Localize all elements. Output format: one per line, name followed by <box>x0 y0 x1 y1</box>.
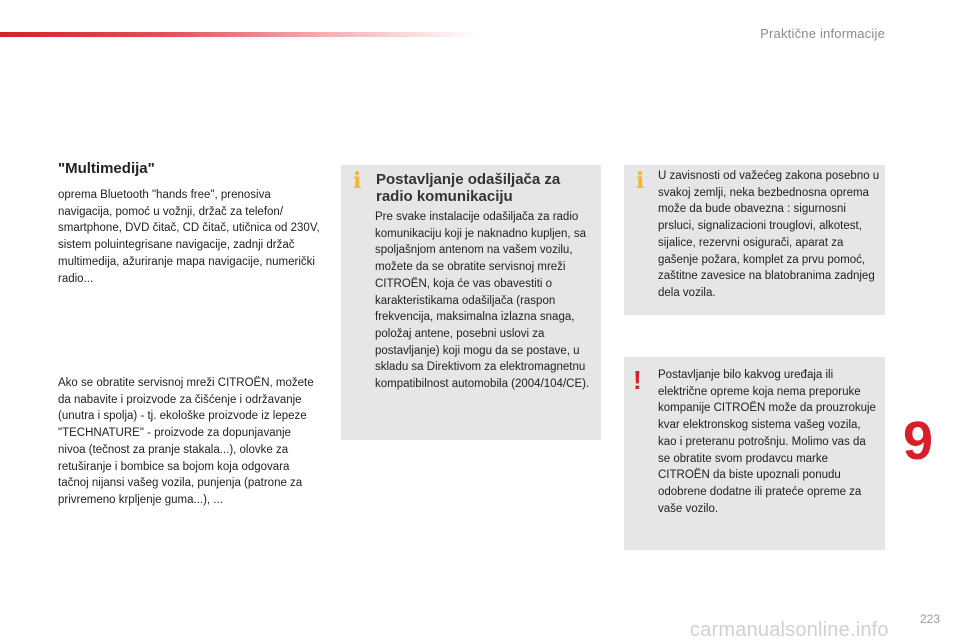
law-text: U zavisnosti od važećeg zakona posebno u svakoj zemlji, neka bezbednosna oprema može da bude obavezna : sigurnosni prsluci, signalizacioni trouglovi, alkotest, sijalice, rezervni osigurači, aparat za gašenje požara, komplet za prvu pomoć, zaštitne zavesice na blatobranima zadnjeg dela vozila. <box>658 170 880 299</box>
warning-icon: ! <box>633 365 642 395</box>
citroen-products-text: Ako se obratite servisnoj mreži CITROËN, možete da nabavite i proizvode za čišćenje i održavanje (unutra i spolja) - tj. ekološke proizvode iz lepeze "TECHNATURE" - proizvode za dopunjavanje nivoa (tečnost za pranje stakala...), olovke za retuširanje i bombice sa bojom koja odgovara tačnoj nijansi vašeg vozila, punjenja (patrone za privremeno krpljenje guma...), ... <box>58 377 314 506</box>
header-accent-stripe <box>0 32 480 37</box>
transmitter-text: Pre svake instalacije odašiljača za radio komunikaciju koji je naknadno kupljen, sa spoljašnjom antenom na vašem vozilu, možete da se obratite servisnoj mreži CITROËN, koja će vas obavestiti o karakteristikama odašiljača (raspon frekvencija, maksimalna izlazna snaga, položaj antene, posebni uslovi za postavljanje) koji mogu da se postave, u skladu sa Direktivom za elektromagnetnu kompatibilnost automobila (2004/104/CE). <box>375 211 590 391</box>
watermark: carmanualsonline.info <box>690 619 889 641</box>
multimedia-section <box>58 160 320 287</box>
multimedia-text: oprema Bluetooth "hands free", prenosiva navigacija, pomoć u vožnji, držač za telefon/ smartphone, DVD čitač, CD čitač, utičnica od 230V, sistem poluintegrisane navigacije, zadnji držač multimedija, ažuriranje mapa navigacije, numerički radio... <box>58 189 320 285</box>
info-icon: i <box>353 168 362 194</box>
multimedia-heading: "Multimedija" <box>58 160 155 177</box>
chapter-number: 9 <box>903 411 934 471</box>
transmitter-heading: Postavljanje odašiljača za radio komunikaciju <box>376 171 561 205</box>
page-number: 223 <box>919 612 940 626</box>
info-icon: i <box>636 168 645 194</box>
transmitter-info-box <box>341 165 601 440</box>
page-header-title: Praktične informacije <box>760 26 885 41</box>
warning-text: Postavljanje bilo kakvog uređaja ili električne opreme koja nema preporuke kompanije CITROËN može da prouzrokuje kvar elektronskog sistema vašeg vozila, kao i preteranu potrošnju. Molimo vas da se obratite svom prodavcu marke CITROËN da biste upoznali ponudu odobrene dodatne ili prateće opreme za vaše vozilo. <box>658 369 876 515</box>
warning-box <box>624 357 885 550</box>
law-info-box <box>624 165 885 315</box>
